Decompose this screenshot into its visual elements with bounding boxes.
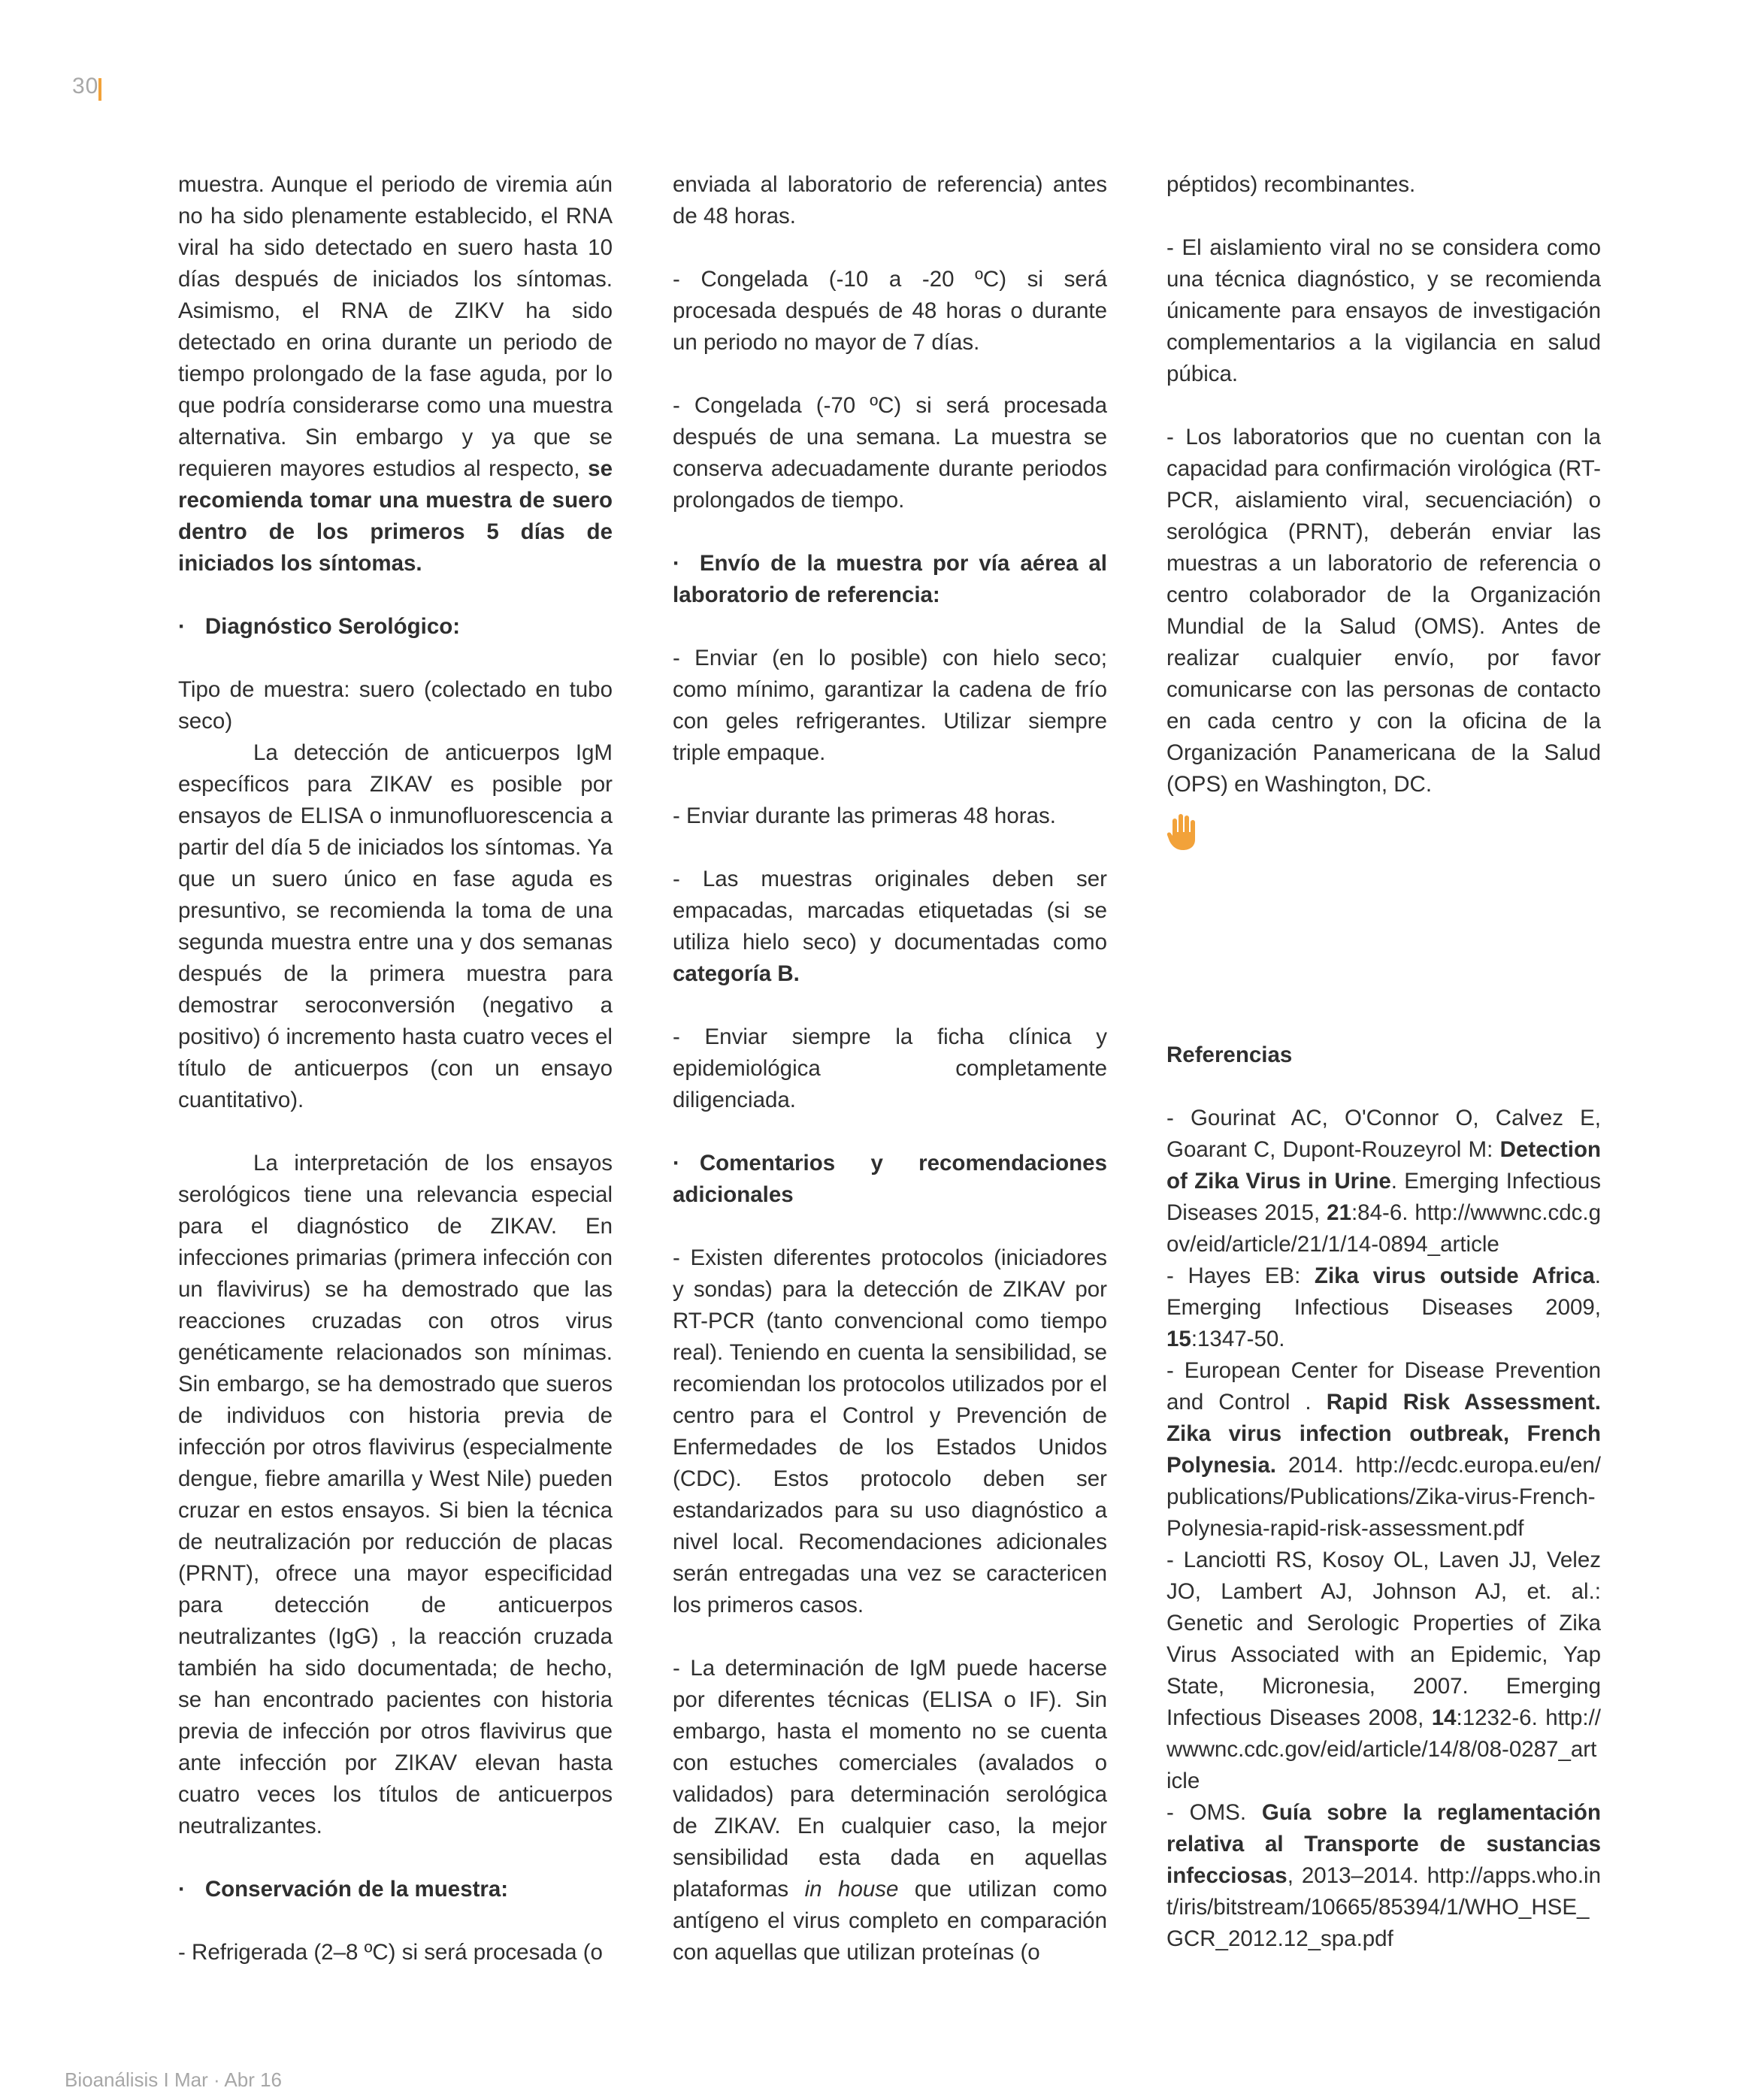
page-number-accent: [98, 78, 101, 101]
text: - European Center for Disease Prevention and Control .: [1166, 1358, 1601, 1415]
paragraph: - Enviar siempre la ficha clínica y epidemiológica completamente diligenciada.: [673, 1024, 1107, 1112]
text: . Emerging Infectious Diseases 2009,: [1166, 1263, 1601, 1320]
text: , 2013–2014. http://apps.who.int/iris/bitstream/10665/85394/1/WHO_HSE_GCR_2012.12_spa.pdf: [1166, 1863, 1601, 1951]
column-3: [1166, 169, 1601, 1955]
reference-item: [1166, 1355, 1601, 1545]
text: - OMS.: [1166, 1800, 1247, 1825]
heading-text: Conservación de la muestra:: [204, 1877, 509, 1902]
heading-text: Envío de la muestra por vía aérea al laboratorio de referencia:: [673, 551, 1107, 607]
paragraph: - Los laboratorios que no cuentan con la capacidad para confirmación virológica (RT-PCR, aislamiento viral, secuenciación) o serológica (PRNT), deberán enviar las muestras a un laboratorio de referencia o centro colaborador de la Organización Mundial de la Salud (OMS). Antes de realizar cualquier envío, por favor comunicarse con las personas de contacto en cada centro y con la oficina de la Organización Panamericana de la Salud (OPS) en Washington, DC.: [1166, 425, 1601, 797]
paragraph: enviada al laboratorio de referencia) antes de 48 horas.: [673, 172, 1107, 228]
bold-text: categoría B.: [673, 961, 800, 986]
page-number: 30: [72, 74, 99, 98]
hand-stop-icon: [1166, 812, 1200, 852]
text: . Emerging Infectious Diseases 2015,: [1166, 1169, 1601, 1225]
paragraph: - El aislamiento viral no se considera como una técnica diagnóstico, y se recomienda únicamente para ensayos de investigación complementarios a la vigilancia en salud púbica.: [1166, 235, 1601, 386]
bullet-icon: ·: [178, 614, 186, 639]
section-heading: [178, 1874, 613, 1905]
text: - Hayes EB:: [1166, 1263, 1301, 1288]
paragraph: [673, 864, 1107, 990]
section-heading: [673, 548, 1107, 611]
paragraph: - Congelada (-70 ºC) si será procesada después de una semana. La muestra se conserva adecuadamente durante periodos prolongados de tiempo.: [673, 393, 1107, 513]
page-footer: Bioanálisis I Mar · Abr 16: [65, 2068, 283, 2091]
paragraph: La interpretación de los ensayos serológicos tiene una relevancia especial para el diagnóstico de ZIKAV. En infecciones primarias (primera infección con un flavivirus) se ha demostrado que las reacciones cruzadas con otros virus genéticamente relacionados son mínimas. Sin embargo, se ha demostrado que sueros de individuos con historia previa de infección por otros flavivirus (especialmente dengue, fiebre amarilla y West Nile) pueden cruzar en estos ensayos. Si bien la técnica de neutralización por reducción de placas (PRNT), ofrece una mayor especificidad para detección de anticuerpos neutralizantes (IgG) , la reacción cruzada también ha sido documentada; de hecho, se han encontrado pacientes con historia previa de infección por otros flavivirus que ante infección por ZIKAV elevan hasta cuatro veces los títulos de anticuerpos neutralizantes.: [178, 1151, 613, 1838]
text: :1232-6. http://wwwnc.cdc.gov/eid/article/14/8/08-0287_article: [1166, 1705, 1601, 1793]
bold-text: Zika virus outside Africa: [1314, 1263, 1595, 1288]
reference-item: [1166, 1545, 1601, 1797]
paragraph: - Refrigerada (2–8 ºC) si será procesada (o: [178, 1940, 603, 1965]
bold-text: Guía sobre la reglamentación relativa al Transporte de sustancias infecciosas: [1166, 1800, 1601, 1888]
text: muestra. Aunque el periodo de viremia aún no ha sido plenamente establecido, el RNA viral ha sido detectado en suero hasta 10 días después de iniciados los síntomas. Asimismo, el RNA de ZIKV ha sido detectado en orina durante un periodo de tiempo prolongado de la fase aguda, por lo que podría considerarse como una muestra alternativa. Sin embargo y ya que se requieren mayores estudios al respecto,: [178, 172, 613, 481]
column-1: [178, 169, 613, 1968]
text: - La determinación de IgM puede hacerse por diferentes técnicas (ELISA o IF). Sin embargo, hasta el momento no se cuenta con estuches comerciales (avalados o validados) para determinación serológica de ZIKAV. En cualquier caso, la mejor sensibilidad esta dada en aquellas plataformas: [673, 1656, 1107, 1902]
bold-text: 21: [1327, 1200, 1351, 1225]
text: :84-6. http://wwwnc.cdc.gov/eid/article/21/1/14-0894_article: [1166, 1200, 1601, 1257]
paragraph: Tipo de muestra: suero (colectado en tubo seco): [178, 677, 613, 734]
paragraph: [673, 1653, 1107, 1968]
paragraph: - Congelada (-10 a -20 ºC) si será procesada después de 48 horas o durante un periodo no mayor de 7 días.: [673, 267, 1107, 355]
text: que utilizan como antígeno el virus completo en comparación con aquellas que utilizan proteínas (o: [673, 1877, 1107, 1965]
text: - Lanciotti RS, Kosoy OL, Laven JJ, Velez JO, Lambert AJ, Johnson AJ, et. al.: Genetic and Serologic Properties of Zika Virus Associated with an Epidemic, Yap State, Micronesia, 2007. Emerging Infectious Diseases 2008,: [1166, 1548, 1601, 1730]
reference-item: [1166, 1260, 1601, 1355]
text: - Las muestras originales deben ser empacadas, marcadas etiquetadas (si se utiliza hielo seco) y documentadas como: [673, 867, 1107, 955]
bold-text: 14: [1431, 1705, 1457, 1730]
heading-text: Diagnóstico Serológico:: [204, 614, 461, 639]
section-heading: [673, 1148, 1107, 1211]
paragraph: La detección de anticuerpos IgM específicos para ZIKAV es posible por ensayos de ELISA o inmunofluorescencia a partir del día 5 de iniciados los síntomas. Ya que un suero único en fase aguda es presuntivo, se recomienda la toma de una segunda muestra entre una y dos semanas después de la primera muestra para demostrar seroconversión (negativo a positivo) ó incremento hasta cuatro veces el título de anticuerpos (con un ensayo cuantitativo).: [178, 740, 613, 1112]
bold-text: Rapid Risk Assessment. Zika virus infection outbreak, French Polynesia.: [1166, 1390, 1601, 1478]
paragraph: - Existen diferentes protocolos (iniciadores y sondas) para la detección de ZIKAV por RT-PCR (tanto convencional como tiempo real). Teniendo en cuenta la sensibilidad, se recomiendan los protocolos utilizados por el centro para el Control y Prevención de Enfermedades de los Estados Unidos (CDC). Estos protocolo deben ser estandarizados para su uso diagnóstico a nivel local. Recomendaciones adicionales serán entregadas una vez se caractericen los primeros casos.: [673, 1245, 1107, 1617]
heading-text: Comentarios y recomendaciones adicionales: [673, 1151, 1107, 1207]
text: - Gourinat AC, O'Connor O, Calvez E, Goarant C, Dupont-Rouzeyrol M:: [1166, 1106, 1601, 1162]
paragraph: [178, 169, 613, 579]
bold-text: 15: [1166, 1327, 1191, 1351]
reference-item: [1166, 1103, 1601, 1260]
text: :1347-50.: [1191, 1327, 1285, 1351]
column-2: [673, 169, 1107, 1968]
bold-text: se recomienda tomar una muestra de suero dentro de los primeros 5 días de iniciados los síntomas.: [178, 456, 613, 576]
bullet-icon: ·: [178, 1877, 186, 1902]
section-heading: [178, 611, 613, 643]
paragraph: - Enviar (en lo posible) con hielo seco; como mínimo, garantizar la cadena de frío con geles refrigerantes. Utilizar siempre triple empaque.: [673, 646, 1107, 765]
text: 2014. http://ecdc.europa.eu/en/publications/Publications/Zika-virus-French-Polynesia-rapid-risk-assessment.pdf: [1166, 1453, 1601, 1541]
bullet-icon: ·: [673, 551, 680, 576]
references-heading: Referencias: [1166, 1042, 1293, 1067]
paragraph: péptidos) recombinantes.: [1166, 172, 1416, 197]
reference-item: [1166, 1797, 1601, 1955]
paragraph: - Enviar durante las primeras 48 horas.: [673, 803, 1056, 828]
bullet-icon: ·: [673, 1151, 680, 1176]
bold-text: Detection of Zika Virus in Urine: [1166, 1137, 1601, 1194]
italic-text: in house: [804, 1877, 899, 1902]
